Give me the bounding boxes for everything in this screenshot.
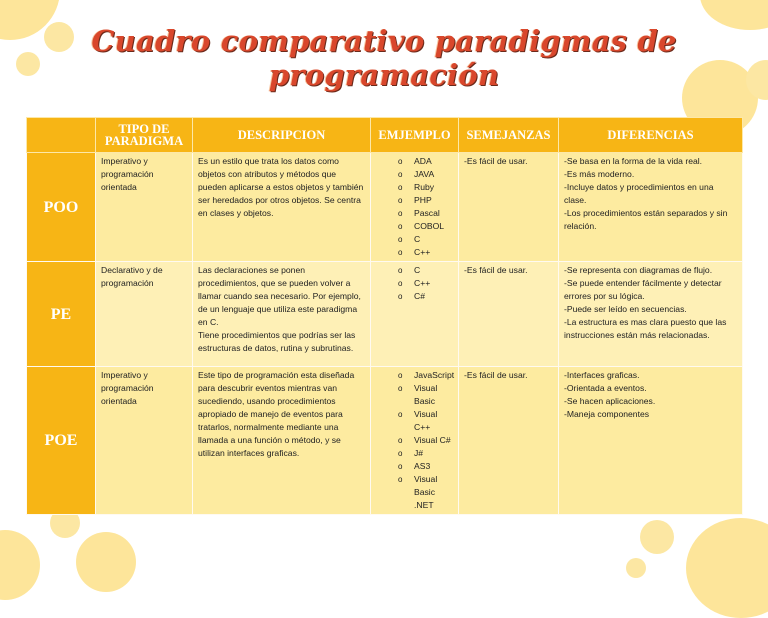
- list-item: o JavaScript: [376, 369, 453, 382]
- tipo-cell: Imperativo y programación orientada: [96, 367, 193, 515]
- row-label: PE: [27, 262, 96, 367]
- diferencia-line: -Incluye datos y procedimientos en una clase.: [564, 182, 714, 205]
- decor-circle: [686, 518, 768, 618]
- diferencia-line: -La estructura es mas clara puesto que las instrucciones están más relacionadas.: [564, 317, 727, 340]
- list-item: o Visual C#: [376, 434, 453, 447]
- descripcion-cell: Es un estilo que trata los datos como objetos con atributos y métodos que pueden aplicarse a estos objetos y también ser heredados por otros objetos. Se centra en clases y objetos.: [193, 153, 371, 262]
- list-item: o COBOL: [376, 220, 453, 233]
- header-diferencias: DIFERENCIAS: [559, 118, 743, 153]
- list-item: o J#: [376, 447, 453, 460]
- decor-circle: [640, 520, 674, 554]
- decor-circle: [76, 532, 136, 592]
- header-semejanzas: SEMEJANZAS: [459, 118, 559, 153]
- tipo-cell: Imperativo y programación orientada: [96, 153, 193, 262]
- list-item: o Visual Basic: [376, 382, 453, 408]
- ejemplo-cell: [371, 367, 459, 515]
- table-row: [27, 153, 743, 262]
- row-label: POO: [27, 153, 96, 262]
- diferencia-line: -Orientada a eventos.: [564, 383, 647, 393]
- page-title: Cuadro comparativo paradigmas de programación: [91, 24, 677, 92]
- header-descripcion: DESCRIPCION: [193, 118, 371, 153]
- diferencia-line: -Se hacen aplicaciones.: [564, 396, 656, 406]
- table-row: [27, 367, 743, 515]
- list-item: o Pascal: [376, 207, 453, 220]
- diferencia-line: -Se puede entender fácilmente y detectar errores por su lógica.: [564, 278, 722, 301]
- ejemplo-list: [376, 155, 453, 259]
- list-item: o ADA: [376, 155, 453, 168]
- descripcion-cell: Este tipo de programación esta diseñada para descubrir eventos mientras van sucediendo, usando procedimientos apropiado de manejo de eventos para tratarlos, normalmente mediante una llamada a una función o método, y se utilizan interfaces graficas.: [193, 367, 371, 515]
- list-item: o C: [376, 264, 453, 277]
- ejemplo-list: [376, 369, 453, 512]
- ejemplo-cell: [371, 262, 459, 367]
- descripcion-line: Tiene procedimientos que podrías ser las estructuras de datos, rutina y subrutinas.: [198, 330, 356, 353]
- diferencia-line: -Maneja componentes: [564, 409, 650, 419]
- diferencia-line: -Se representa con diagramas de flujo.: [564, 265, 713, 275]
- diferencia-line: -Se basa en la forma de la vida real.: [564, 156, 703, 166]
- list-item: o C++: [376, 246, 453, 259]
- ejemplo-list: [376, 264, 453, 303]
- semejanzas-cell: -Es fácil de usar.: [459, 153, 559, 262]
- row-label: POE: [27, 367, 96, 515]
- list-item: o C: [376, 233, 453, 246]
- list-item: o Visual C++: [376, 408, 453, 434]
- descripcion-line: Las declaraciones se ponen procedimientos, que se pueden volver a llamar cuando sea necesario. Por ejemplo, de un lenguaje que utiliza este paradigma en C.: [198, 265, 361, 327]
- semejanzas-cell: -Es fácil de usar.: [459, 262, 559, 367]
- list-item: o PHP: [376, 194, 453, 207]
- list-item: o Ruby: [376, 181, 453, 194]
- list-item: o C++: [376, 277, 453, 290]
- ejemplo-cell: [371, 153, 459, 262]
- diferencias-cell: [559, 367, 743, 515]
- decor-circle: [0, 530, 40, 600]
- diferencia-line: -Los procedimientos están separados y sin relación.: [564, 208, 728, 231]
- table-header-row: [27, 118, 743, 153]
- diferencia-line: -Es más moderno.: [564, 169, 635, 179]
- header-tipo: TIPO DE PARADIGMA: [96, 118, 193, 153]
- diferencias-cell: [559, 262, 743, 367]
- descripcion-cell: [193, 262, 371, 367]
- diferencia-line: -Puede ser leído en secuencias.: [564, 304, 687, 314]
- header-ejemplo: EMJEMPLO: [371, 118, 459, 153]
- comparison-table: [26, 117, 743, 515]
- list-item: o JAVA: [376, 168, 453, 181]
- list-item: o Visual Basic .NET: [376, 473, 453, 512]
- header-corner-cell: [27, 118, 96, 153]
- tipo-cell: Declarativo y de programación: [96, 262, 193, 367]
- decor-circle: [626, 558, 646, 578]
- table-row: [27, 262, 743, 367]
- list-item: o AS3: [376, 460, 453, 473]
- diferencias-cell: [559, 153, 743, 262]
- list-item: o C#: [376, 290, 453, 303]
- diferencia-line: -Interfaces graficas.: [564, 370, 640, 380]
- semejanzas-cell: -Es fácil de usar.: [459, 367, 559, 515]
